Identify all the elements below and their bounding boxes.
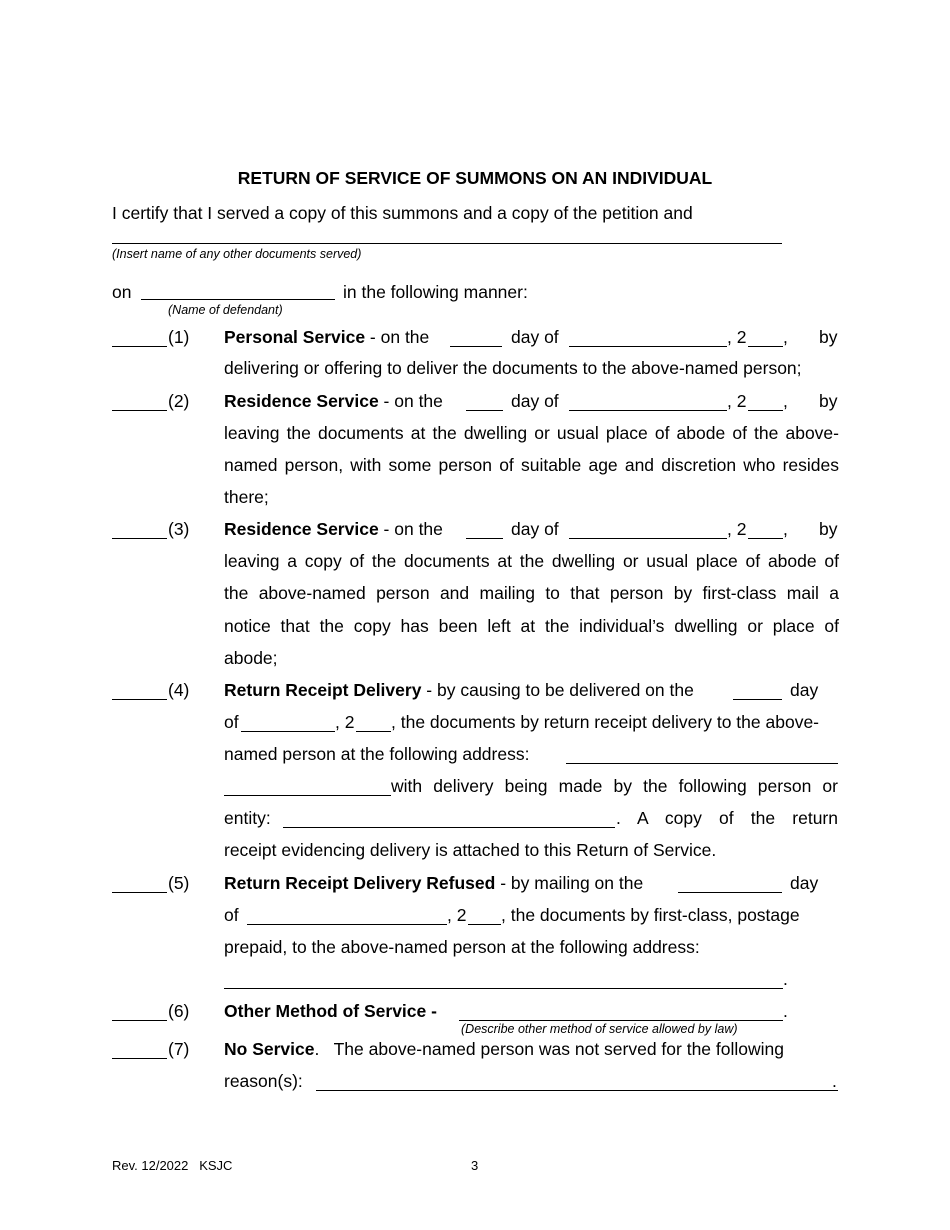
item-3-line-4: notice that the copy has been left at the individual’s dwelling or place of — [224, 616, 839, 636]
item-1-month-field[interactable] — [569, 346, 727, 347]
item-2-by: by — [819, 391, 838, 411]
item-1-year-prefix: , 2 — [727, 327, 747, 347]
item-2-line-2: leaving the documents at the dwelling or usual place of abode of the above- — [224, 423, 839, 443]
item-4-day: day — [790, 680, 819, 700]
item-3-line-2: leaving a copy of the documents at the dwelling or usual place of abode of — [224, 551, 839, 571]
item-1-heading: Personal Service — [224, 327, 366, 347]
item-7-number: (7) — [168, 1039, 190, 1059]
item-1-by: by — [819, 327, 838, 347]
item-6-period: . — [783, 1001, 788, 1021]
item-2-year-prefix: , 2 — [727, 391, 747, 411]
item-3-line-5: abode; — [224, 648, 278, 668]
item-5-address-field[interactable] — [224, 988, 783, 989]
item-4-month-field[interactable] — [241, 731, 335, 732]
item-3-month-field[interactable] — [569, 538, 727, 539]
item-2-day-of: day of — [511, 391, 559, 411]
item-4-line-6: receipt evidencing delivery is attached to this Return of Service. — [224, 840, 717, 860]
item-4-line-3: named person at the following address: — [224, 744, 530, 764]
defendant-caption: (Name of defendant) — [168, 303, 283, 317]
item-1-comma: , — [783, 327, 788, 347]
defendant-name-field[interactable] — [141, 299, 335, 300]
footer-revision: Rev. 12/2022 KSJC — [112, 1158, 233, 1173]
item-2-line-4: there; — [224, 487, 269, 507]
item-5-line-2-tail: , the documents by first-class, postage — [501, 905, 800, 925]
item-5-month-field[interactable] — [247, 924, 447, 925]
item-7-text: . The above-named person was not served for the following — [314, 1039, 784, 1059]
item-2-comma: , — [783, 391, 788, 411]
item-2-heading: Residence Service — [224, 391, 379, 411]
item-4-copy-text: . A copy of the return — [616, 808, 838, 828]
item-5-line-3: prepaid, to the above-named person at the following address: — [224, 937, 700, 957]
item-3-year-prefix: , 2 — [727, 519, 747, 539]
item-5-of: of — [224, 905, 239, 925]
item-7-reason-label: reason(s): — [224, 1071, 303, 1091]
item-3-by: by — [819, 519, 838, 539]
item-4-line-2-tail: , the documents by return receipt delivery to the above- — [391, 712, 820, 732]
item-2-number: (2) — [168, 391, 190, 411]
item-7-check-field[interactable] — [112, 1058, 167, 1059]
documents-served-field[interactable] — [112, 243, 782, 244]
item-5-day: day — [790, 873, 819, 893]
item-4-line-4: with delivery being made by the following person or — [391, 776, 838, 796]
manner-text: in the following manner: — [343, 282, 528, 302]
item-5-lead: - by mailing on the — [495, 873, 644, 893]
item-3-comma: , — [783, 519, 788, 539]
item-3-check-field[interactable] — [112, 538, 167, 539]
item-1-lead: - on the — [365, 327, 430, 347]
item-5-number: (5) — [168, 873, 190, 893]
item-5-line-1 — [224, 873, 643, 894]
certify-text: I certify that I served a copy of this summons and a copy of the petition and — [112, 203, 693, 223]
item-4-year-prefix: , 2 — [335, 712, 355, 732]
item-6-heading: Other Method of Service - — [224, 1001, 437, 1021]
item-7-heading: No Service — [224, 1039, 315, 1059]
item-7-line-1 — [224, 1039, 784, 1060]
item-4-line-1 — [224, 680, 694, 701]
item-4-heading: Return Receipt Delivery — [224, 680, 422, 700]
item-1-check-field[interactable] — [112, 346, 167, 347]
item-4-address-field-1[interactable] — [566, 763, 838, 764]
item-6-caption: (Describe other method of service allowed by law) — [461, 1022, 738, 1036]
item-5-year-prefix: , 2 — [447, 905, 467, 925]
item-5-heading: Return Receipt Delivery Refused — [224, 873, 496, 893]
item-4-number: (4) — [168, 680, 190, 700]
page-number: 3 — [471, 1158, 479, 1173]
item-7-reason-field[interactable] — [316, 1090, 838, 1091]
item-2-year-field[interactable] — [748, 410, 783, 411]
item-1-year-field[interactable] — [748, 346, 783, 347]
item-4-entity-label: entity: — [224, 808, 271, 828]
item-1-day-field[interactable] — [450, 346, 502, 347]
item-4-check-field[interactable] — [112, 699, 167, 700]
item-1-day-of: day of — [511, 327, 559, 347]
item-3-day-of: day of — [511, 519, 559, 539]
item-5-check-field[interactable] — [112, 892, 167, 893]
item-2-day-field[interactable] — [466, 410, 503, 411]
documents-served-caption: (Insert name of any other documents served) — [112, 247, 362, 261]
item-5-period: . — [783, 969, 788, 989]
item-3-day-field[interactable] — [466, 538, 503, 539]
item-4-entity-field[interactable] — [283, 827, 615, 828]
item-4-of: of — [224, 712, 239, 732]
item-7-period: . — [832, 1071, 837, 1091]
item-6-check-field[interactable] — [112, 1020, 167, 1021]
item-2-lead: - on the — [378, 391, 443, 411]
item-2-line-1 — [224, 391, 443, 412]
item-1-line-2: delivering or offering to deliver the documents to the above-named person; — [224, 358, 802, 378]
item-5-day-field[interactable] — [678, 892, 782, 893]
item-6-number: (6) — [168, 1001, 190, 1021]
item-2-line-3: named person, with some person of suitable age and discretion who resides — [224, 455, 839, 475]
item-2-check-field[interactable] — [112, 410, 167, 411]
item-6-method-field[interactable] — [459, 1020, 783, 1021]
item-4-address-field-2[interactable] — [224, 795, 391, 796]
on-label: on — [112, 282, 132, 302]
item-3-number: (3) — [168, 519, 190, 539]
item-3-line-3: the above-named person and mailing to that person by first-class mail a — [224, 583, 839, 603]
page-title: RETURN OF SERVICE OF SUMMONS ON AN INDIVIDUAL — [237, 168, 713, 188]
item-3-year-field[interactable] — [748, 538, 783, 539]
item-1-line-1 — [224, 327, 429, 348]
item-3-heading: Residence Service — [224, 519, 379, 539]
item-5-year-field[interactable] — [468, 924, 501, 925]
item-4-lead: - by causing to be delivered on the — [421, 680, 694, 700]
item-1-number: (1) — [168, 327, 190, 347]
item-4-year-field[interactable] — [356, 731, 391, 732]
item-4-day-field[interactable] — [733, 699, 782, 700]
item-2-month-field[interactable] — [569, 410, 727, 411]
item-3-line-1 — [224, 519, 443, 540]
item-3-lead: - on the — [378, 519, 443, 539]
